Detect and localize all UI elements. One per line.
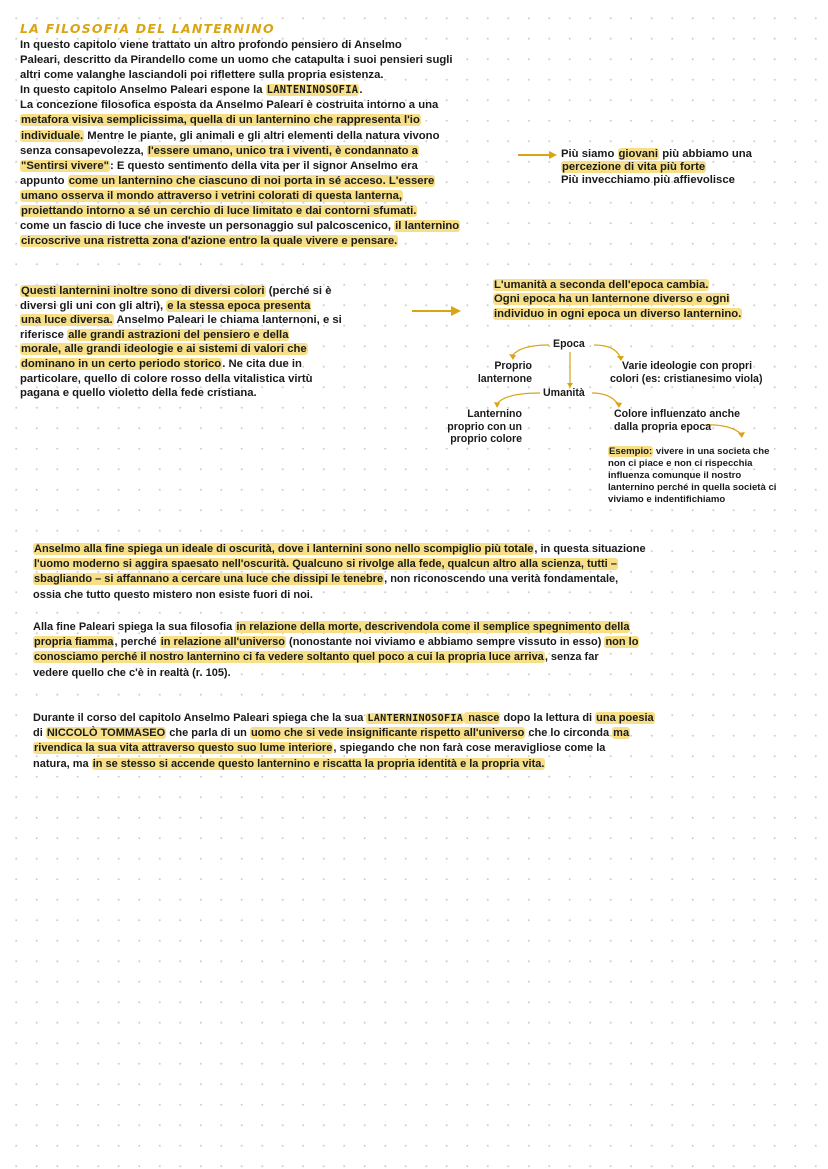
side-note-youth [561, 148, 752, 187]
node-line: dalla propria epoca [614, 420, 712, 433]
highlighted-text: metafora visiva semplicissima, quella di un lanternino che rappresenta l'io [21, 114, 420, 127]
text-segment: che parla di un [166, 727, 250, 740]
highlighted-text: ma [613, 727, 630, 740]
text-segment: riferisce [20, 328, 68, 341]
text-segment: Alla fine Paleari spiega la sua filosofia [33, 621, 236, 633]
text-segment: altri come valanghe lasciandoli poi riflettere sulla propria esistenza. [20, 69, 384, 82]
text-segment: In questo capitolo Anselmo Paleari espone la [20, 84, 266, 97]
highlighted-text: Anselmo alla fine spiega un ideale di oscurità, dove i lanternini sono nello scompiglio più totale [34, 543, 534, 555]
highlighted-text: sbagliando – si affannano a cercare una luce che dissipi le tenebre [34, 573, 384, 586]
text-segment: vivere in una societa che [653, 446, 770, 457]
text-segment: appunto [20, 174, 68, 187]
text-line [33, 542, 646, 557]
node-ideologie [610, 360, 762, 385]
page-title: LA FILOSOFIA DEL LANTERNINO [20, 21, 275, 36]
oscurita-paragraph [33, 542, 646, 603]
text-line [608, 446, 776, 458]
highlighted-text: proiettando intorno a sé un cerchio di luce limitato e dai contorni sfumati. [21, 205, 417, 218]
text-segment: senza consapevolezza, [20, 144, 147, 157]
text-segment: dopo la lettura di [500, 712, 596, 724]
node-line: Lanternino [467, 408, 522, 420]
highlighted-text: uomo che si vede insignificante rispetto all'universo [250, 727, 525, 740]
text-line [33, 620, 639, 635]
lanternoni-paragraph [20, 284, 342, 401]
text-line [493, 278, 742, 292]
text-segment: non ci piace e non ci rispecchia [608, 458, 753, 469]
highlighted-text: e la stessa epoca presenta [167, 299, 311, 312]
highlighted-text: una poesia [596, 712, 654, 724]
highlighted-text: individuo in ogni epoca un diverso lanternino. [494, 307, 742, 320]
text-segment: più abbiamo una [659, 148, 752, 160]
text-line [608, 470, 776, 482]
branch-arrow-icon [497, 393, 540, 404]
text-segment: , perché [114, 636, 160, 649]
text-segment: (perché si è [265, 285, 332, 297]
highlighted-text: circoscrive una ristretta zona d'azione entro la quale vivere e pensare. [21, 235, 398, 248]
highlighted-text: giovani [618, 148, 659, 160]
highlighted-text: dominano in un certo periodo storico [21, 357, 222, 370]
text-segment: , spiegando che non farà cose meravigliose come la [333, 742, 606, 755]
highlighted-text: in se stesso si accende questo lanternino e riscatta la propria identità e la propria vita. [92, 757, 545, 770]
text-segment: lanternino perché in quella società ci [608, 482, 777, 493]
text-line [33, 666, 639, 681]
highlighted-text: in relazione della morte, descrivendola come il semplice spegnimento della [236, 621, 630, 633]
highlighted-text: individuale. [21, 129, 84, 142]
text-line [33, 741, 655, 756]
highlighted-text: umano osserva il mondo attraverso i vetrini colorati di questa lanterna, [21, 189, 403, 202]
highlighted-text: Questi lanternini inoltre sono di diversi colori [21, 285, 265, 297]
text-segment: di [33, 727, 46, 740]
node-line: Varie ideologie con propri [622, 360, 753, 372]
text-segment: (nonostante noi viviamo e abbiamo sempre vissuto in esso) [285, 636, 605, 649]
text-line [608, 494, 776, 506]
branch-arrow-icon [594, 345, 620, 357]
example-note [608, 446, 776, 506]
text-line [561, 148, 752, 161]
highlighted-text: l'uomo moderno si aggira spaesato nell'oscurità. Qualcuno si rivolge alla fede, qualcun altro alla scienza, tutti – [34, 558, 617, 571]
node-line: lanternone [477, 372, 532, 385]
text-segment: Paleari, descritto da Pirandello come un uomo che catapulta i suoi pensieri sugli [20, 54, 453, 67]
text-segment: In questo capitolo viene trattato un altro profondo pensiero di Anselmo [20, 39, 402, 51]
highlighted-text: come un lanternino che ciascuno di noi porta in sé acceso. L'essere [68, 174, 435, 187]
node-proprio-lanternone [466, 360, 532, 385]
text-line [33, 557, 646, 572]
node-line: Proprio [494, 360, 532, 372]
text-segment: viviamo e indentifichiamo [608, 494, 726, 505]
text-line [20, 342, 342, 357]
node-line: colori (es: cristianesimo viola) [610, 372, 763, 385]
text-segment: pagana e quello violetto della fede cristiana. [20, 387, 257, 400]
text-segment: , non riconoscendo una verità fondamentale, [384, 573, 619, 586]
text-segment: Più siamo [561, 148, 618, 160]
node-line: Colore influenzato anche [614, 408, 740, 420]
highlighted-text: NICCOLÒ TOMMASEO [46, 727, 166, 740]
text-segment: particolare, quello di colore rosso della vitalistica virtù [20, 372, 313, 385]
highlighted-text: l'essere umano, unico tra i viventi, è condannato a [147, 144, 418, 157]
text-line [33, 757, 655, 772]
text-line [20, 284, 342, 299]
text-segment: : E questo sentimento della vita per il signor Anselmo era [109, 159, 418, 172]
text-segment: . Ne cita due in [222, 357, 302, 370]
node-colore [614, 408, 740, 433]
highlighted-text: morale, alle grandi ideologie e ai sistemi di valori che [21, 343, 307, 356]
text-segment: che lo circonda [525, 727, 613, 740]
highlighted-text: nasce [465, 712, 500, 724]
highlighted-text: Ogni epoca ha un lanternone diverso e ogni [494, 293, 730, 306]
arrowhead-icon [451, 306, 461, 316]
branch-arrow-icon [592, 393, 618, 404]
text-segment: , senza far [544, 651, 599, 664]
text-line [493, 292, 742, 306]
text-line [20, 386, 342, 401]
highlighted-text: percezione di vita più forte [562, 161, 706, 173]
text-line [33, 572, 646, 587]
text-segment: diversi gli uni con gli altri), [20, 299, 167, 312]
node-lanternino [434, 408, 522, 446]
text-line [33, 726, 655, 741]
highlighted-text: LANTENINOSOFIA [266, 84, 359, 97]
text-segment: ossia che tutto questo mistero non esiste fuori di noi. [33, 588, 313, 601]
text-segment: , in questa situazione [534, 543, 646, 555]
text-line [493, 307, 742, 321]
tommaseo-paragraph [33, 711, 655, 772]
highlighted-text: il lanternino [395, 220, 460, 233]
text-segment: natura, ma [33, 757, 92, 770]
branch-arrow-icon [512, 345, 549, 356]
text-segment: come un fascio di luce che investe un personaggio sul palcoscenico, [20, 220, 395, 233]
text-segment: La concezione filosofica esposta da Anselmo Paleari è costruita intorno a una [20, 99, 439, 112]
text-segment: vedere quello che c'è in realtà (r. 105). [33, 666, 231, 679]
text-segment: . [359, 84, 363, 97]
highlighted-text: in relazione all'universo [160, 636, 285, 649]
epoch-summary [493, 278, 742, 321]
text-line [20, 328, 342, 343]
text-line [20, 313, 342, 328]
highlighted-text: non lo [605, 636, 639, 649]
text-line [20, 357, 342, 372]
text-segment: Mentre le piante, gli animali e gli altri elementi della natura vivono [84, 129, 440, 142]
text-line [20, 299, 342, 314]
text-line [561, 161, 752, 174]
text-line [608, 482, 776, 494]
text-line [33, 588, 646, 603]
node-line: proprio colore [450, 433, 522, 445]
highlighted-text: Esempio: [609, 446, 653, 457]
node-epoca: Epoca [553, 338, 585, 350]
text-line [33, 711, 655, 726]
text-line [33, 635, 639, 650]
arrowhead-icon [549, 151, 557, 159]
highlighted-text: conosciamo perché il nostro lanternino ci fa vedere soltanto quel poco a cui la propria luce arriva [34, 651, 544, 664]
text-segment: influenza comunque il nostro [608, 470, 742, 481]
highlighted-text: LANTERNINOSOFIA [367, 713, 464, 724]
text-line [608, 458, 776, 470]
text-line [20, 372, 342, 387]
highlighted-text: una luce diversa. [21, 314, 113, 327]
morte-paragraph [33, 620, 639, 681]
highlighted-text: rivendica la sua vita attraverso questo suo lume interiore [34, 742, 333, 755]
highlighted-text: alle grandi astrazioni del pensiero e della [68, 328, 289, 341]
highlighted-text: L'umanità a seconda dell'epoca cambia. [494, 279, 709, 291]
highlighted-text: propria fiamma [34, 636, 114, 649]
highlighted-text: "Sentirsi vivere" [21, 159, 109, 172]
text-segment: Anselmo Paleari le chiama lanternoni, e si [113, 314, 342, 327]
text-segment: Più invecchiamo più affievolisce [561, 174, 735, 186]
node-umanita: Umanità [543, 387, 585, 399]
node-line: proprio con un [447, 420, 522, 433]
text-line [33, 650, 639, 665]
text-line [561, 174, 752, 187]
text-segment: Durante il corso del capitolo Anselmo Paleari spiega che la sua [33, 712, 367, 724]
